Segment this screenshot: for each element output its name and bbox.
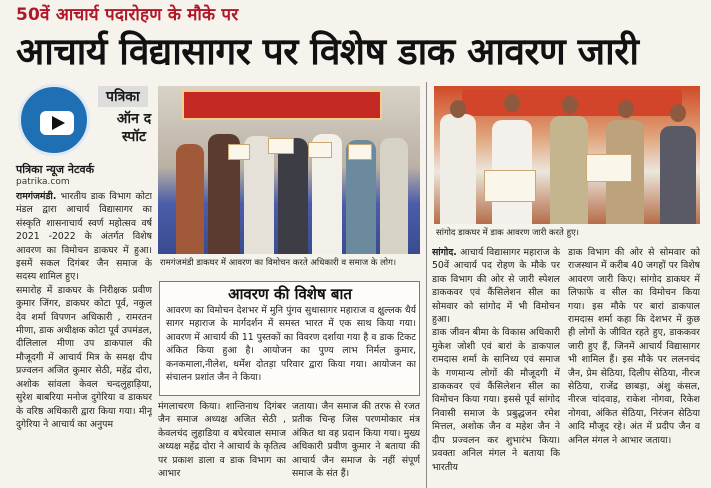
stamp-cover: [484, 170, 536, 202]
main-photo-caption: रामगंजमंडी डाकघर में आवरण का विमोचन करते अधिकारी व समाज के लोग।: [160, 258, 397, 268]
column-1: [16, 190, 152, 488]
stamp-cover: [308, 142, 332, 158]
play-button-icon: [18, 84, 90, 156]
website: patrika.com: [16, 177, 70, 187]
right-photo: [434, 86, 700, 224]
byline: पत्रिका न्यूज नेटवर्क: [16, 163, 95, 176]
person: [380, 138, 408, 254]
head: [562, 96, 578, 114]
segment-label: [108, 110, 160, 146]
brand-name: पत्रिका: [98, 86, 148, 107]
stamp-cover: [228, 144, 250, 160]
article-headline: आचार्य विद्यासागर पर विशेष डाक आवरण जारी: [16, 30, 639, 73]
segment-line-2: स्पॉट: [121, 129, 147, 145]
person: [176, 144, 204, 254]
head: [504, 94, 520, 112]
main-photo: [158, 86, 420, 254]
column-2: मंगलाचरण किया। शान्तिनाथ दिगंबर जैन समाज अध्यक्ष अजित सेठी , केवलचंद लुहाडिया व बघेरवाल समाज अध्यक्ष महेंद्र दोरा ने आचार्य के कृतित्व पर प्रकाश डाला व डाक विभाग का आभार: [158, 401, 286, 480]
column-4: [432, 246, 560, 488]
dateline: सांगोद.: [432, 247, 457, 258]
person: [278, 138, 308, 254]
column-5: डाक विभाग की ओर से सोमवार को राजस्थान में करीब 40 जगहों पर विशेष आवरण जारी किए। सांगोद डाकघर में लिफाफे व सील का विमोचन किया गया। इस मौके पर बारां डाकपाल रामदास शर्मा कहा कि देशभर में कुछ ही लोगों के जीवित रहते हुए, डाककवर जारी हुए हैं, जिनमें आचार्य विद्यासागर भी शामिल हैं। इस मौके पर ललनचंद जैन, प्रेम सेठिया, दिलीप सेठिया, नीरज सेठिया, राजेंद्र छाबड़ा, अंशु कंसल, नीरज चांदवाड़, राकेश नोगवा, रिकेश नोगवा, अंकित सेठिया, निरंजन सेठिया आदि मौजूद रहे। अंत में प्रदीप जैन व अनिल मंगल ने आभार जताया।: [568, 247, 700, 446]
dateline: रामगंजमंडी.: [16, 191, 57, 202]
head: [450, 100, 466, 118]
stamp-cover: [586, 154, 632, 182]
sidebar-text: आवरण का विमोचन देशभर में मुनि पुंगव सुधासागर महाराज व क्षुल्लक धैर्य सागर महाराज के मार्गदर्शन में समस्त भारत में एक साथ किया गया। आवरण में आचार्य की 11 पुस्तकों का विवरण दर्शाया गया है व डाक टिकट अंकित किया हुआ है। आयोजन का पुण्य लाभ निर्मल कुमार, कनकमाला,नीलेश, धर्मेश दोतड़ा परिवार द्वारा किया गया। आयोजन का संचालन प्रशांत जैन ने किया।: [166, 305, 416, 384]
segment-line-1: ऑन द: [116, 111, 152, 127]
sidebar-title: आवरण की विशेष बात: [228, 285, 352, 303]
head: [618, 100, 634, 118]
column-divider: [426, 82, 427, 488]
column-1-text: भारतीय डाक विभाग कोटा मंडल द्वारा आचार्य विद्यासागर का संस्कृति शासनाचार्य स्वर्ण महोत्सव वर्ष 2021 -2022 के अंतर्गत विशेष आवरण का विमोचन डाकघर में हुआ। इसमें सकल दिगंबर जैन समाज के सदस्य शामिल हुए। समारोह में डाकघर के निरीक्षक प्रवीण कुमार जिंगर, डाकघर कोटा पूर्व, नकुल देव शर्मा विपणन अधिकारी , रामरतन मीणा, डाक अधीक्षक कोटा पूर्व उपमंडल, दीलिलाल मीणा उप डाकपाल की मौजूदगी में आचार्य मित्र के समक्ष दीप प्रज्वलन अजित कुमार सेठी, महेंद्र दोरा, अशोक सांवला केवल चन्दलुहाड़िया, सुरेश बाबरिया मनोज दुगेरिया व डाकघर के वरिष्ठ अधिकारी द्वारा किया गया। मीनू दुगेरिया ने आचार्य का अनुपम: [16, 191, 152, 430]
article-kicker: 50वें आचार्य पदारोहण के मौके पर: [16, 5, 239, 25]
person: [550, 116, 588, 224]
play-triangle-icon: [52, 116, 65, 130]
event-banner: [182, 90, 382, 120]
stamp-cover: [268, 138, 294, 154]
column-4-text: आचार्य विद्यासागर महाराज के 50वें आचार्य पद रोहण के मौके पर डाक विभाग की ओर से जारी स्पेशल डाककवर एवं कैंसिलेशन सील का सोमवार को सांगोद में भी विमोचन हुआ। डाक जीवन बीमा के विकास अधिकारी मुकेश जोशी एवं बारां के डाकपाल रामदास शर्मा के सानिध्य एवं समाज के गणमान्य लोगों की मौजूदगी में डाककवर एवं कैंसिलेशन सील का विमोचन किया गया। इससे पूर्व सांगोद निवासी समाज के प्रबुद्धजन रमेश मित्तल, अशोक जैन व महेश जैन ने दीप प्रज्वलन कर शुभारंभ किया। प्रवक्ता अनिल मंगल ने बताया कि भारतीय: [432, 247, 560, 473]
right-photo-caption: सांगोद डाकघर में डाक आवरण जारी करते हुए।: [436, 228, 580, 238]
person: [660, 126, 696, 224]
head: [670, 104, 686, 122]
person: [440, 114, 476, 224]
stamp-cover: [348, 144, 372, 160]
column-3: जताया। जैन समाज की तरफ से रजत प्रतीक चिन्ह जिस परणमोकार मंत्र अंकित था वह प्रदान किया गया। मुख्य अधिकारी प्रवीण कुमार ने बताया की आचार्य जैन समाज के नहीं संपूर्ण समाज के संत हैं।: [292, 401, 420, 480]
